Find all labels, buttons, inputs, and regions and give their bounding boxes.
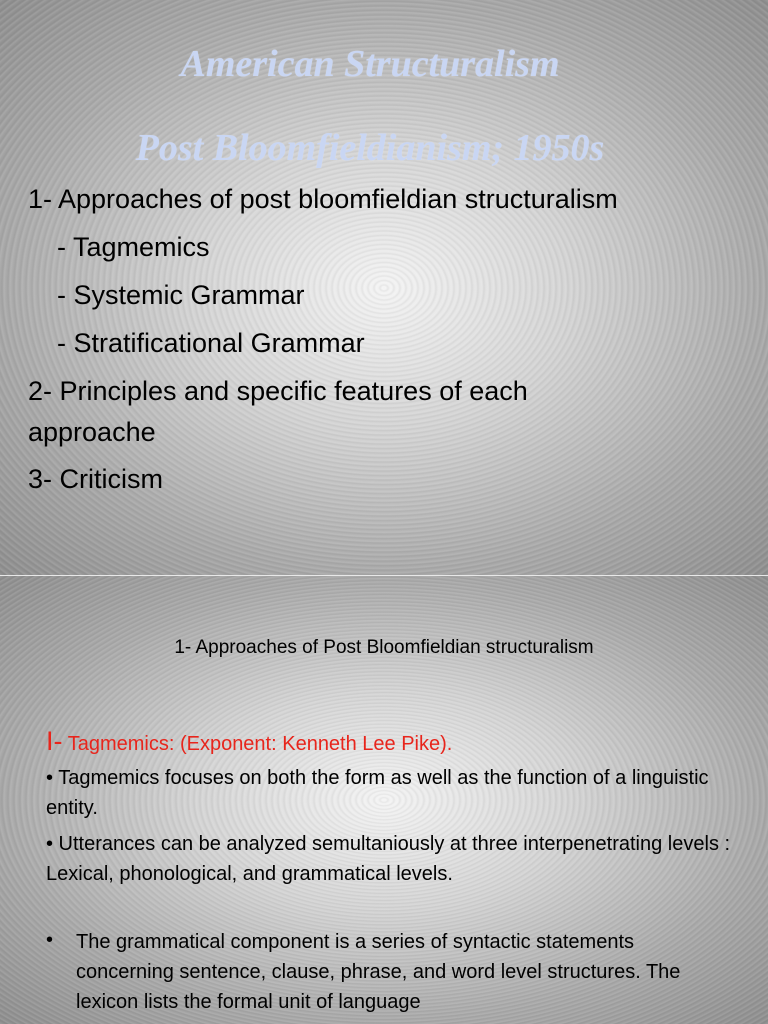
slide-title-line-2: Post Bloomfieldianism; 1950s [135, 127, 605, 169]
paragraph-form-function: • Tagmemics focuses on both the form as well as the function of a linguistic entity. [46, 767, 709, 819]
outline-item-2-cont: approache [28, 417, 156, 447]
tagmemics-label: Tagmemics: (Exponent: Kenneth Lee Pike). [62, 733, 453, 755]
outline-item-2: 2- Principles and specific features of each [28, 376, 528, 406]
tagmemics-heading [46, 726, 452, 757]
bullet-marker: • [46, 929, 54, 951]
tagmemics-numeral: I- [46, 726, 63, 756]
outline-item-tagmemics: - Tagmemics [57, 232, 210, 262]
slide-2 [0, 576, 768, 1024]
paragraph-grammatical-component: The grammatical component is a series of syntactic statements concerning sentence, clause, phrase, and word level structures. The lexicon lists the formal unit of language [76, 931, 681, 1013]
paragraph-levels: • Utterances can be analyzed semultaniously at three interpenetrating levels : Lexical, phonological, and grammatical levels. [46, 833, 731, 885]
outline-item-1: 1- Approaches of post bloomfieldian structuralism [28, 184, 618, 214]
slide-2-heading: 1- Approaches of Post Bloomfieldian structuralism [174, 637, 594, 658]
outline-item-3: 3- Criticism [28, 464, 163, 494]
slide-title-line-1: American Structuralism [180, 43, 560, 85]
outline-item-stratificational-grammar: - Stratificational Grammar [57, 328, 365, 358]
outline-item-systemic-grammar: - Systemic Grammar [57, 280, 305, 310]
